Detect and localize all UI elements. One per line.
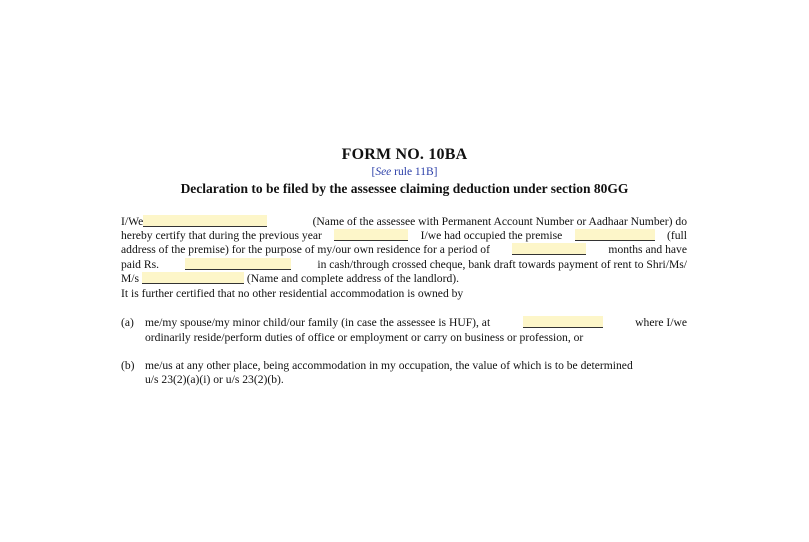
declaration-line-1 xyxy=(121,215,687,229)
ms-label: M/s xyxy=(121,272,140,285)
months-text: months and have xyxy=(608,243,687,256)
rule-see: See xyxy=(375,166,392,178)
item-b-line-1: me/us at any other place, being accommodation in my occupation, the value of which is to be determined xyxy=(145,359,633,372)
item-a-where: where I/we xyxy=(635,316,687,329)
landlord-field[interactable] xyxy=(142,272,244,284)
paid-rs-text: paid Rs. xyxy=(121,258,160,271)
item-a-line-1 xyxy=(145,316,687,330)
previous-year-field[interactable] xyxy=(334,229,408,241)
form-subtitle: Declaration to be filed by the assessee claiming deduction under section 80GG xyxy=(180,181,629,196)
iwe-label: I/We xyxy=(121,215,144,228)
declaration-line-2 xyxy=(121,229,687,243)
premise-address-field[interactable] xyxy=(575,229,655,241)
full-text: (full xyxy=(666,229,687,242)
declaration-line-4 xyxy=(121,258,687,272)
declaration-line-6 xyxy=(121,287,687,301)
rent-amount-field[interactable] xyxy=(185,258,291,270)
item-a-text: me/my spouse/my minor child/our family (in case the assessee is HUF), at xyxy=(145,316,491,329)
months-field[interactable] xyxy=(512,243,586,255)
form-title: FORM NO. 10BA xyxy=(341,146,468,163)
item-b-label: (b) xyxy=(121,359,135,372)
occupied-premise-text: I/we had occupied the premise xyxy=(420,229,563,242)
no-other-accommodation-text: It is further certified that no other residential accommodation is owned by xyxy=(121,287,464,300)
item-a-line-2: ordinarily reside/perform duties of office or employment or carry on business or profession, or xyxy=(145,331,584,344)
rule-reference xyxy=(0,166,809,178)
previous-year-text: hereby certify that during the previous year xyxy=(121,229,322,242)
assessee-name-hint: (Name of the assessee with Permanent Account Number or Aadhaar Number) do xyxy=(312,215,687,228)
declaration-line-5 xyxy=(121,272,687,286)
residence-period-text: address of the premise) for the purpose of my/our own residence for a period of xyxy=(121,243,490,256)
item-b-line-2: u/s 23(2)(a)(i) or u/s 23(2)(b). xyxy=(145,373,284,386)
landlord-hint: (Name and complete address of the landlord). xyxy=(246,272,460,285)
rule-number: rule 11B] xyxy=(391,166,438,178)
reside-place-field[interactable] xyxy=(523,316,603,328)
item-a-label: (a) xyxy=(121,316,134,329)
declaration-line-3 xyxy=(121,243,687,257)
payment-mode-text: in cash/through crossed cheque, bank draft towards payment of rent to Shri/Ms/ xyxy=(317,258,687,271)
rule-bracket-open: [ xyxy=(371,166,376,178)
assessee-name-field[interactable] xyxy=(143,215,267,227)
declaration-text xyxy=(121,215,267,229)
